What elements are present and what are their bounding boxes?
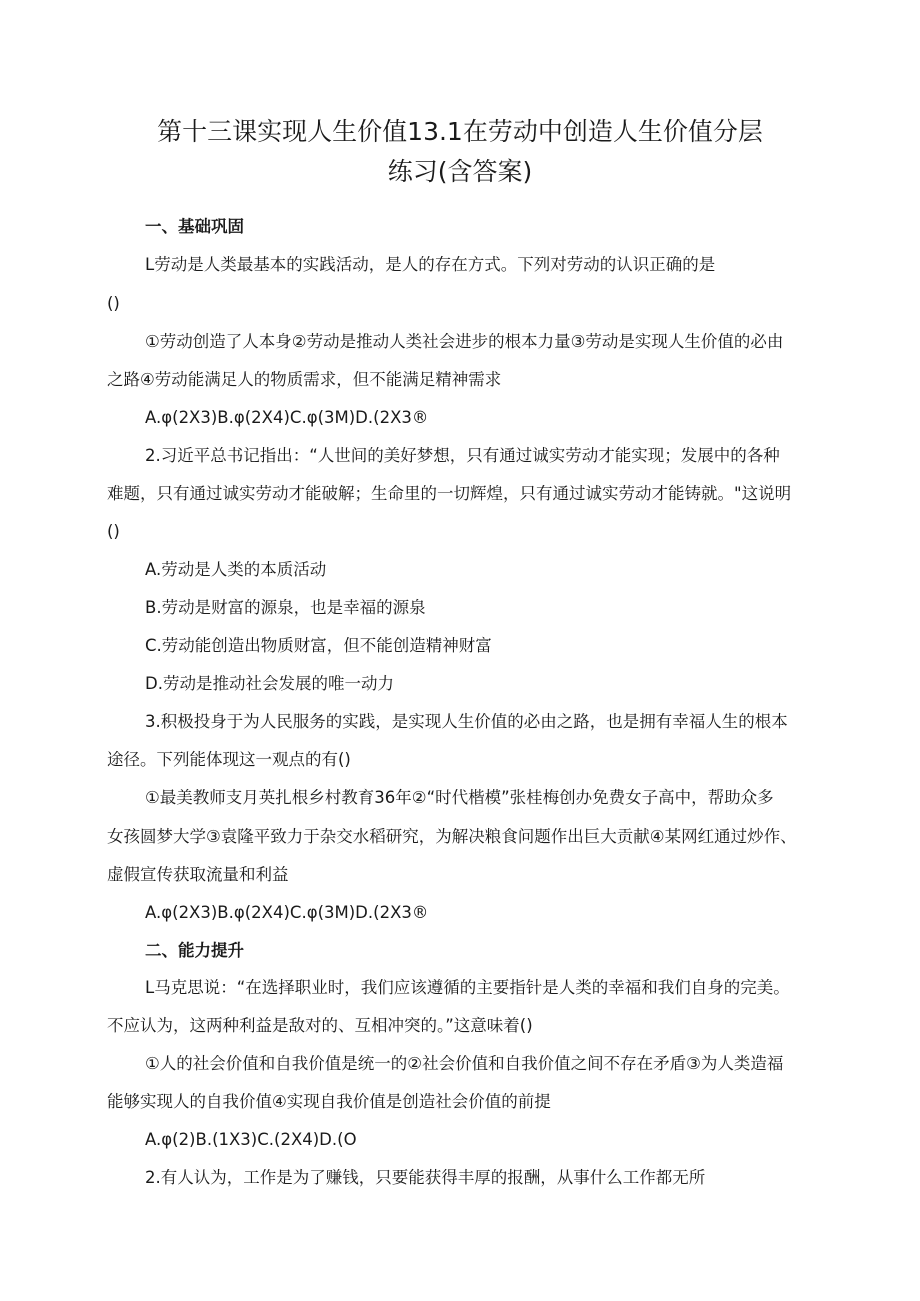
question-3-statements-end: 虚假宣传获取流量和利益 [107, 865, 289, 884]
question-1-statements-cont: 之路④劳动能满足人的物质需求，但不能满足精神需求 [107, 370, 502, 389]
question-3-stem: 3.积极投身于为人民服务的实践，是实现人生价值的必由之路，也是拥有幸福人生的根本 [145, 712, 788, 731]
document-title-line2: 练习(含答案) [387, 157, 533, 186]
question-3-options: A.φ(2X3)B.φ(2X4)C.φ(3M)D.(2X3® [145, 903, 429, 922]
document-title-line1: 第十三课实现人生价值13.1在劳动中创造人生价值分层 [157, 117, 763, 146]
section-heading-basic: 一、基础巩固 [145, 217, 244, 236]
question-2-stem: 2.习近平总书记指出：“人世间的美好梦想，只有通过诚实劳动才能实现；发展中的各种 [145, 446, 780, 465]
question-4-stem-cont: 不应认为，这两种利益是敌对的、互相冲突的。”这意味着() [107, 1016, 533, 1035]
section-heading-advanced: 二、能力提升 [145, 941, 244, 960]
question-2-option-d: D.劳动是推动社会发展的唯一动力 [145, 674, 394, 693]
question-4-options: A.φ(2)B.(1X3)C.(2X4)D.(O [145, 1130, 357, 1149]
question-1-statements: ①劳动创造了人本身②劳动是推动人类社会进步的根本力量③劳动是实现人生价值的必由 [145, 332, 784, 351]
question-3-statements-cont: 女孩圆梦大学③袁隆平致力于杂交水稻研究，为解决粮食问题作出巨大贡献④某网红通过炒作、 [107, 827, 797, 846]
question-1-blank: () [107, 294, 120, 313]
question-2-option-b: B.劳动是财富的源泉，也是幸福的源泉 [145, 598, 426, 617]
question-2-blank: () [107, 522, 120, 541]
question-3-stem-cont: 途径。下列能体现这一观点的有() [107, 750, 351, 769]
question-1-stem: L劳动是人类最基本的实践活动，是人的存在方式。下列对劳动的认识正确的是 [145, 255, 716, 274]
question-2-option-c: C.劳动能创造出物质财富，但不能创造精神财富 [145, 636, 492, 655]
question-4-statements-cont: 能够实现人的自我价值④实现自我价值是创造社会价值的前提 [107, 1092, 551, 1111]
question-1-options: A.φ(2X3)B.φ(2X4)C.φ(3M)D.(2X3® [145, 408, 429, 427]
question-3-statements: ①最美教师支月英扎根乡村教育36年②“时代楷模”张桂梅创办免费女子高中，帮助众多 [145, 788, 774, 807]
question-4-stem: L马克思说：“在选择职业时，我们应该遵循的主要指针是人类的幸福和我们自身的完美。 [145, 978, 790, 997]
question-5-stem: 2.有人认为，工作是为了赚钱，只要能获得丰厚的报酬，从事什么工作都无所 [145, 1168, 706, 1187]
question-2-stem-cont: 难题，只有通过诚实劳动才能破解；生命里的一切辉煌，只有通过诚实劳动才能铸就。"这说明 [107, 484, 792, 503]
question-4-statements: ①人的社会价值和自我价值是统一的②社会价值和自我价值之间不存在矛盾③为人类造福 [145, 1054, 784, 1073]
question-2-option-a: A.劳动是人类的本质活动 [145, 560, 327, 579]
